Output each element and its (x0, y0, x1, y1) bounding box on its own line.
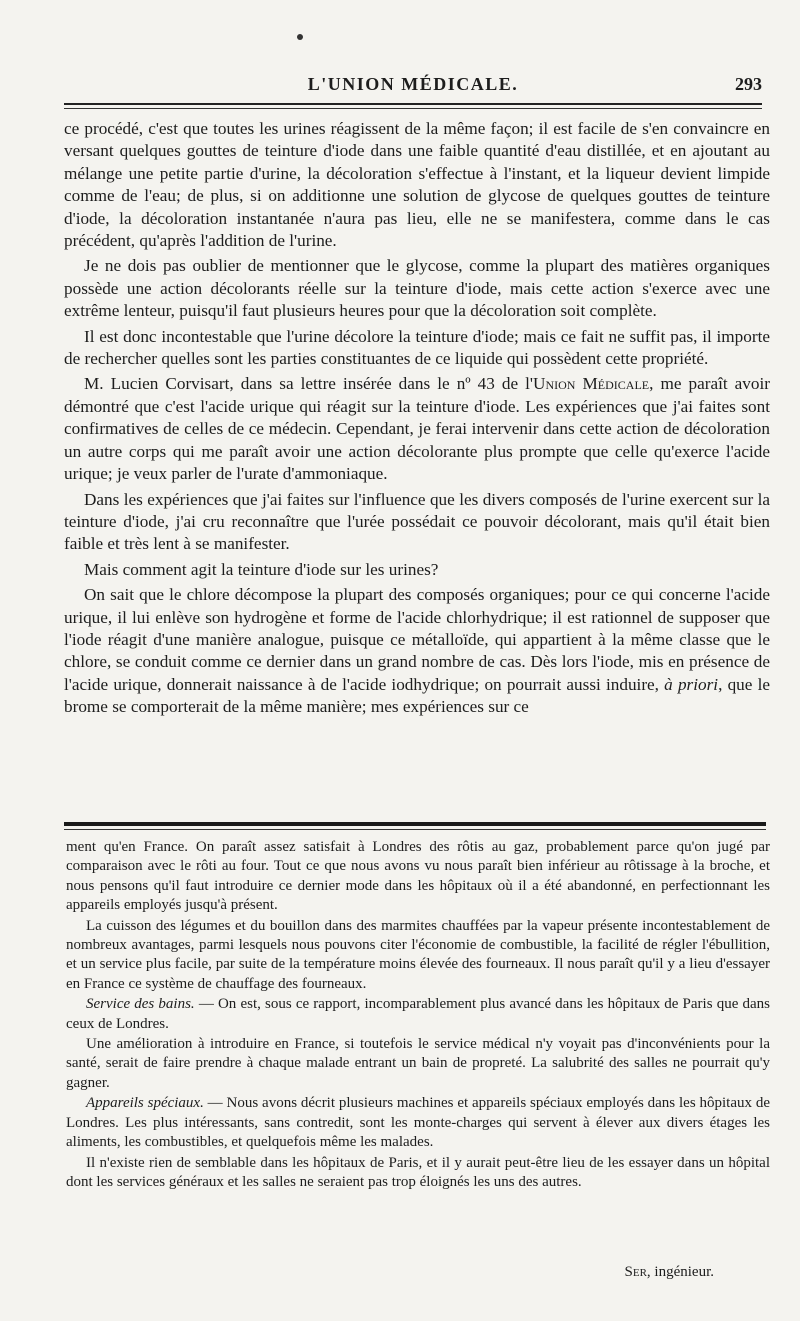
footer-paragraph-2: La cuisson des légumes et du bouillon dans des marmites chauffées par la vapeur présente incontestablement de nombreux avantages, parmi lesquels nous pouvons citer l'économie de combustible, la facilité de régler l'ébullition, et un service plus facile, par suite de la température moins élevée des fourneaux. Il nous paraît qu'il y a lieu d'essayer en France ce système de chauffage des fourneaux. (66, 917, 770, 992)
paragraph-5: Dans les expériences que j'ai faites sur l'influence que les divers composés de l'urine exercent sur la teinture d'iode, j'ai cru reconnaître que l'urée possédait ce pouvoir décolorant, mais qu'il était bien faible et très lent à se manifester. (64, 489, 770, 554)
section-rule-thin (64, 829, 766, 830)
journal-title: L'UNION MÉDICALE. (307, 74, 519, 94)
section-label-appliances: Appareils spéciaux. (86, 1095, 204, 1112)
paragraph-7 (64, 584, 770, 718)
page-dot (297, 34, 303, 40)
feuilleton-text (66, 838, 770, 1192)
footer-paragraph-3 (66, 995, 770, 1034)
paragraph-2: Je ne dois pas oublier de mentionner que le glycose, comme la plupart des matières organiques possède une action décolorants réelle sur la teinture d'iode, mais cette action s'exerce avec une extrême lenteur, puisqu'il faut plusieurs heures pour que la décoloration soit complète. (64, 256, 770, 321)
footer-paragraph-6: Il n'existe rien de semblable dans les hôpitaux de Paris, et il y aurait peut-être lieu de les essayer dans un hôpital dont les services généraux et les salles ne seraient pas trop éloignés les uns des autres. (66, 1154, 770, 1190)
signature-role: , ingénieur. (646, 1264, 714, 1280)
signature-name: Ser (624, 1264, 647, 1280)
page-number: 293 (735, 74, 762, 94)
footer-paragraph-4: Une amélioration à introduire en France, si toutefois le service médical n'y voyait pas d'inconvénients pour la santé, serait de faire prendre à chaque malade entrant un bain de propreté. La salubrité des salles ne pourrait qu'y gagner. (66, 1036, 770, 1091)
latin-phrase: à priori (664, 674, 719, 694)
paragraph-4 (64, 373, 770, 485)
footer-paragraph-1: ment qu'en France. On paraît assez satisfait à Londres des rôtis au gaz, probablement parce qu'on jugé par comparaison avec le rôti au four. Tout ce que nous avons vu nous paraît bien inférieur au rôtissage à la broche, et nous pensons qu'il faut introduire ce dernier mode dans les hôpitaux où il a été abandonné, en perfectionnant les appareils employés jusqu'à présent. (66, 839, 770, 914)
section-label-baths: Service des bains. (86, 996, 195, 1013)
running-header (64, 74, 762, 100)
paragraph-4-start: M. Lucien Corvisart, dans sa lettre insérée dans le nº 43 de l' (84, 374, 534, 394)
footer-paragraph-5 (66, 1094, 770, 1152)
journal-name: Union Médicale (533, 374, 650, 394)
paragraph-7-start: On sait que le chlore décompose la plupart des composés organiques; pour ce qui concerne l'acide urique, il lui enlève son hydrogène et forme de l'acide chlorhydrique; il est rationnel de supposer que l'iode réagit d'une manière analogue, puisque ce métalloïde, qui appartient à la même classe que le chlore, se conduit comme ce dernier dans un grand nombre de cas. Dès lors l'iode, mis en présence de l'acide urique, donnerait naissance à de l'acide iodhydrique; on pourrait aussi induire, (64, 585, 770, 694)
paragraph-7-end: , que le brome se comporterait de la même manière; mes expériences sur ce (64, 674, 770, 717)
main-text (64, 118, 770, 719)
paragraph-6: Mais comment agit la teinture d'iode sur les urines? (84, 559, 439, 579)
footer-paragraph-3-text: — On est, sous ce rapport, incomparablement plus avancé dans les hôpitaux de Paris que dans ceux de Londres. (66, 996, 770, 1032)
header-rule-thin (64, 108, 762, 109)
paragraph-1: ce procédé, c'est que toutes les urines réagissent de la même façon; il est facile de s'en convaincre en versant quelques gouttes de teinture d'iode dans une faible quantité d'eau distillée, et en ajoutant au mélange une petite partie d'urine, la décoloration s'effectue à l'instant, et la liqueur devient limpide comme de l'eau; de plus, si on additionne une solution de glycose de quelques gouttes de teinture d'iode, la décoloration instantanée n'aura pas lieu, elle ne se manifestera, comme dans le cas précédent, qu'après l'addition de l'urine. (64, 119, 770, 251)
paragraph-4-end: , me paraît avoir démontré que c'est l'acide urique qui réagit sur la teinture d'iode. Les expériences que j'ai faites sont confirmatives de celles de ce médecin. Cependant, je ferai intervenir dans cette action de décoloration un autre corps qui me paraît avoir une action décolorante plus prompte que celle qu'exerce l'acide urique; je veux parler de l'urate d'ammoniaque. (64, 374, 770, 484)
header-rule (64, 103, 762, 105)
signature (625, 1264, 714, 1281)
section-rule (64, 822, 766, 826)
footer-paragraph-5-text: — Nous avons décrit plusieurs machines et appareils spéciaux employés dans les hôpitaux de Londres. Les plus intéressants, sans contredit, sont les monte-charges qui servent à élever aux divers étages les aliments, les combustibles, et quelquefois même les malades. (66, 1095, 770, 1151)
paragraph-3: Il est donc incontestable que l'urine décolore la teinture d'iode; mais ce fait ne suffit pas, il importe de rechercher quelles sont les parties constituantes de ce liquide qui possèdent cette propriété. (64, 326, 770, 369)
